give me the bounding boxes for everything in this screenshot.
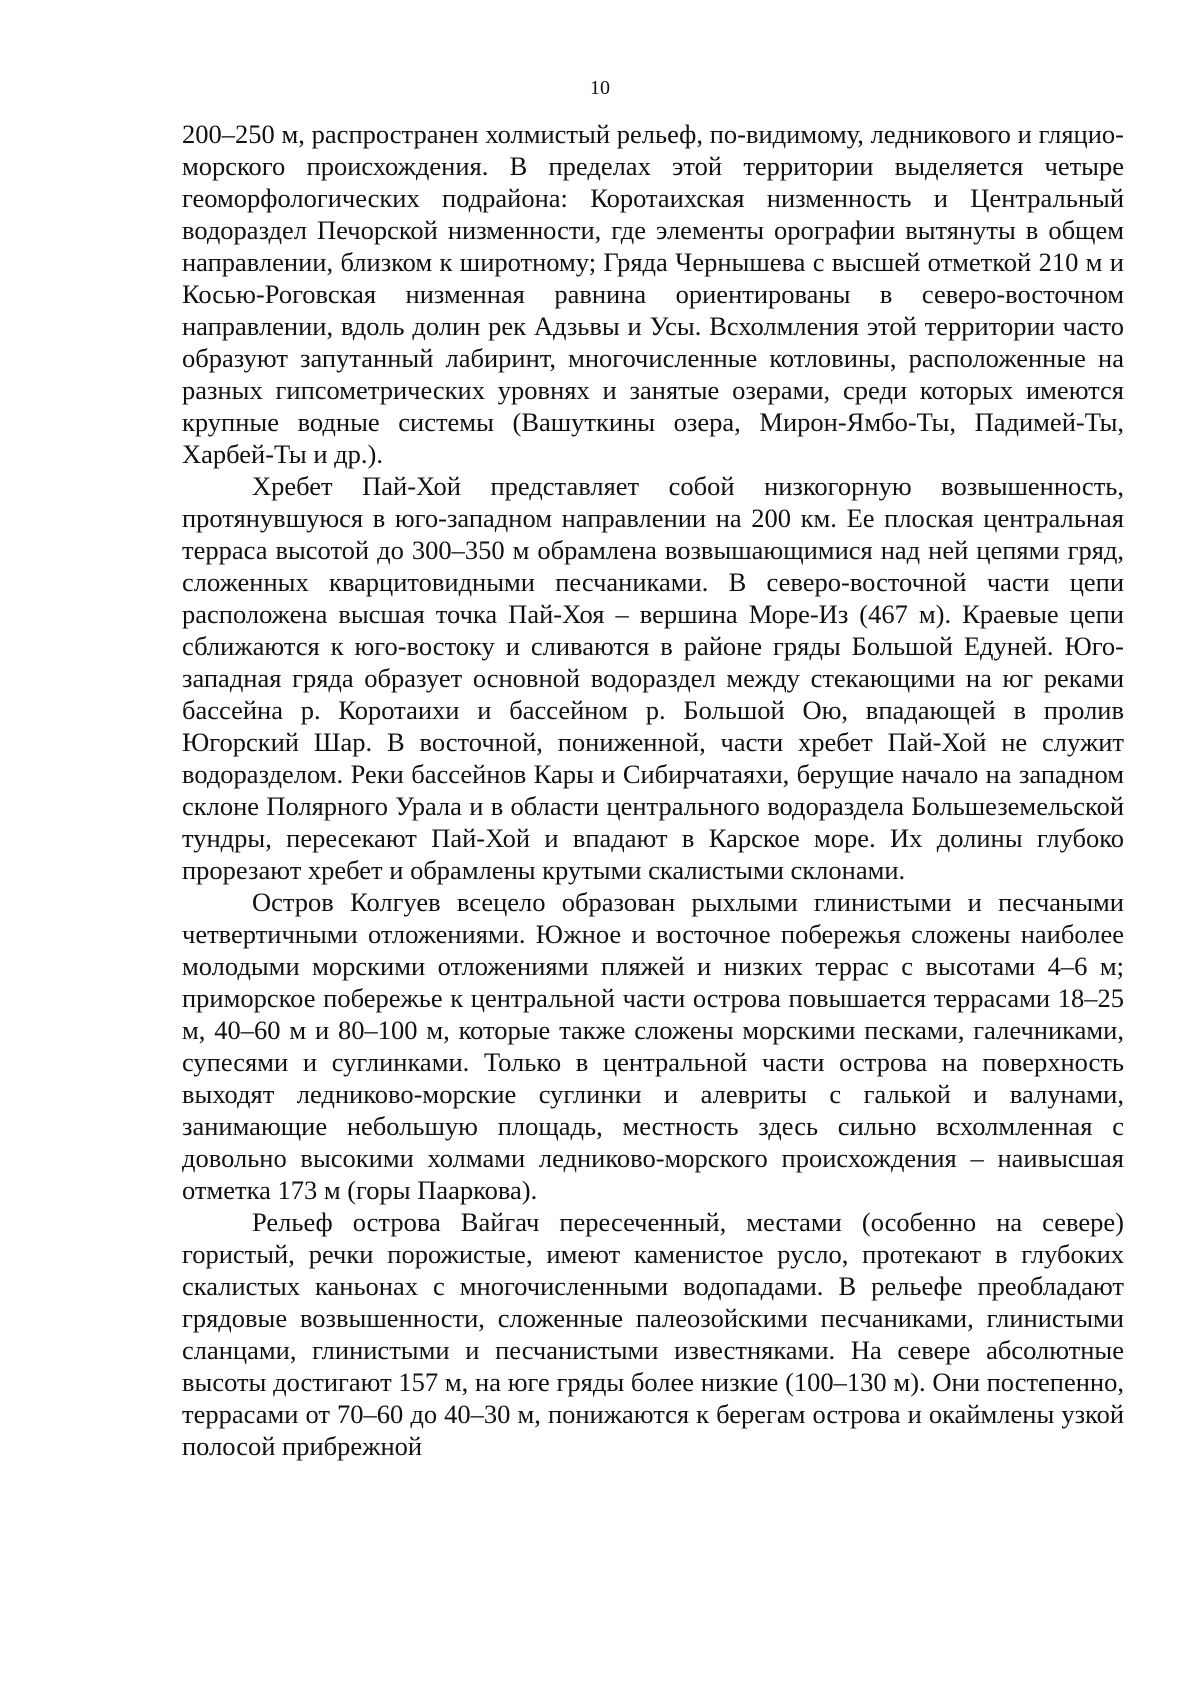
page-number: 10: [590, 77, 610, 99]
paragraph-vaygach: Рельеф острова Вайгач пересеченный, местами (особенно на севере) гористый, речки порожистые, имеют каменистое русло, протекают в глубоких скалистых каньонах с многочисленными водопадами. В рельефе преобладают грядовые возвышенности, сложенные палеозойскими песчаниками, глинистыми сланцами, глинистыми и песчанистыми известняками. На севере абсолютные высоты достигают 157 м, на юге гряды более низкие (100–130 м). Они постепенно, террасами от 70–60 до 40–30 м, понижаются к берегам острова и окаймлены узкой полосой прибрежной: [182, 1207, 1124, 1461]
paragraph-pai-khoi: Хребет Пай-Хой представляет собой низкогорную возвышенность, протянувшуюся в юго-западном направлении на 200 км. Ее плоская центральная терраса высотой до 300–350 м обрамлена возвышающимися над ней цепями гряд, сложенных кварцитовидными песчаниками. В северо-восточной части цепи расположена высшая точка Пай-Хоя – вершина Море-Из (467 м). Краевые цепи сближаются к юго-востоку и сливаются в районе гряды Большой Едуней. Юго-западная гряда образует основной водораздел между стекающими на юг реками бассейна р. Коротаихи и бассейном р. Большой Ою, впадающей в пролив Югорский Шар. В восточной, пониженной, части хребет Пай-Хой не служит водоразделом. Реки бассейнов Кары и Сибирчатаяхи, берущие начало на западном склоне Полярного Урала и в области центрального водораздела Большеземельской тундры, пересекают Пай-Хой и впадают в Карское море. Их долины глубоко прорезают хребет и обрамлены крутыми скалистыми склонами.: [182, 471, 1124, 885]
body-text: [182, 118, 1124, 1462]
paragraph-lowland-relief: 200–250 м, распространен холмистый рельеф, по-видимому, ледникового и гляцио-морского происхождения. В пределах этой территории выделяется четыре геоморфологических подрайона: Коротаихская низменность и Центральный водораздел Печорской низменности, где элементы орографии вытянуты в общем направлении, близком к широтному; Гряда Чернышева с высшей отметкой 210 м и Косью-Роговская низменная равнина ориентированы в северо-восточном направлении, вдоль долин рек Адзьвы и Усы. Всхолмления этой территории часто образуют запутанный лабиринт, многочисленные котловины, расположенные на разных гипсометрических уровнях и занятые озерами, среди которых имеются крупные водные системы (Вашуткины озера, Мирон-Ямбо-Ты, Падимей-Ты, Харбей-Ты и др.).: [182, 119, 1124, 469]
paragraph-kolguev: Остров Колгуев всецело образован рыхлыми глинистыми и песчаными четвертичными отложениями. Южное и восточное побережья сложены наиболее молодыми морскими отложениями пляжей и низких террас с высотами 4–6 м; приморское побережье к центральной части острова повышается террасами 18–25 м, 40–60 м и 80–100 м, которые также сложены морскими песками, галечниками, супесями и суглинками. Только в центральной части острова на поверхность выходят ледниково-морские суглинки и алевриты с галькой и валунами, занимающие небольшую площадь, местность здесь сильно всхолмленная с довольно высокими холмами ледниково-морского происхождения – наивысшая отметка 173 м (горы Пааркова).: [182, 887, 1124, 1205]
